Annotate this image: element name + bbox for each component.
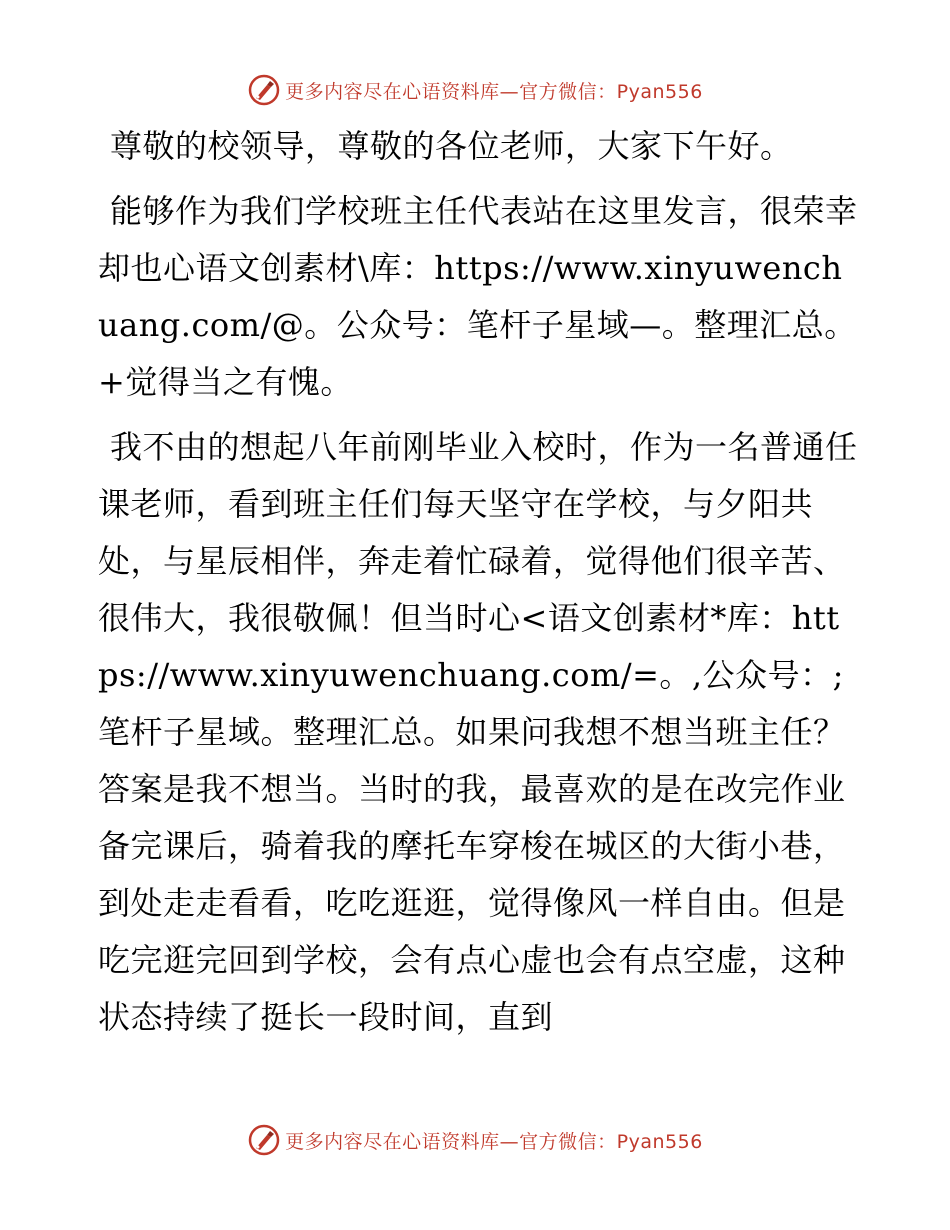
header-banner-content — [247, 73, 703, 107]
header-banner — [0, 70, 950, 110]
document-body — [98, 118, 858, 1046]
footer-banner — [0, 1120, 950, 1160]
paragraph-intro: 能够作为我们学校班主任代表站在这里发言，很荣幸却也心语文创素材\库：https://www.xinyuwenchuang.com/@。公众号：笔杆子星域—。整理汇总。+觉得当之有愧。 — [98, 192, 858, 401]
paragraph-greeting: 尊敬的校领导，尊敬的各位老师，大家下午好。 — [110, 127, 793, 165]
pen-nib-icon — [247, 73, 281, 107]
paragraph-recollection: 我不由的想起八年前刚毕业入校时，作为一名普通任课老师，看到班主任们每天坚守在学校，与夕阳共处，与星辰相伴，奔走着忙碌着，觉得他们很辛苦、很伟大，我很敬佩！但当时心<语文创素材*库：https://www.xinyuwenchuang.com/=。,公众号：;笔杆子星域。整理汇总。如果问我想不想当班主任？答案是我不想当。当时的我，最喜欢的是在改完作业备完课后，骑着我的摩托车穿梭在城区的大街小巷，到处走走看看，吃吃逛逛，觉得像风一样自由。但是吃完逛完回到学校，会有点心虚也会有点空虚，这种状态持续了挺长一段时间，直到 — [98, 428, 858, 1036]
pen-nib-icon — [247, 1123, 281, 1157]
header-banner-text: 更多内容尽在心语资料库—官方微信：Pyan556 — [285, 80, 703, 103]
footer-banner-content — [247, 1123, 703, 1157]
footer-banner-text: 更多内容尽在心语资料库—官方微信：Pyan556 — [285, 1130, 703, 1153]
